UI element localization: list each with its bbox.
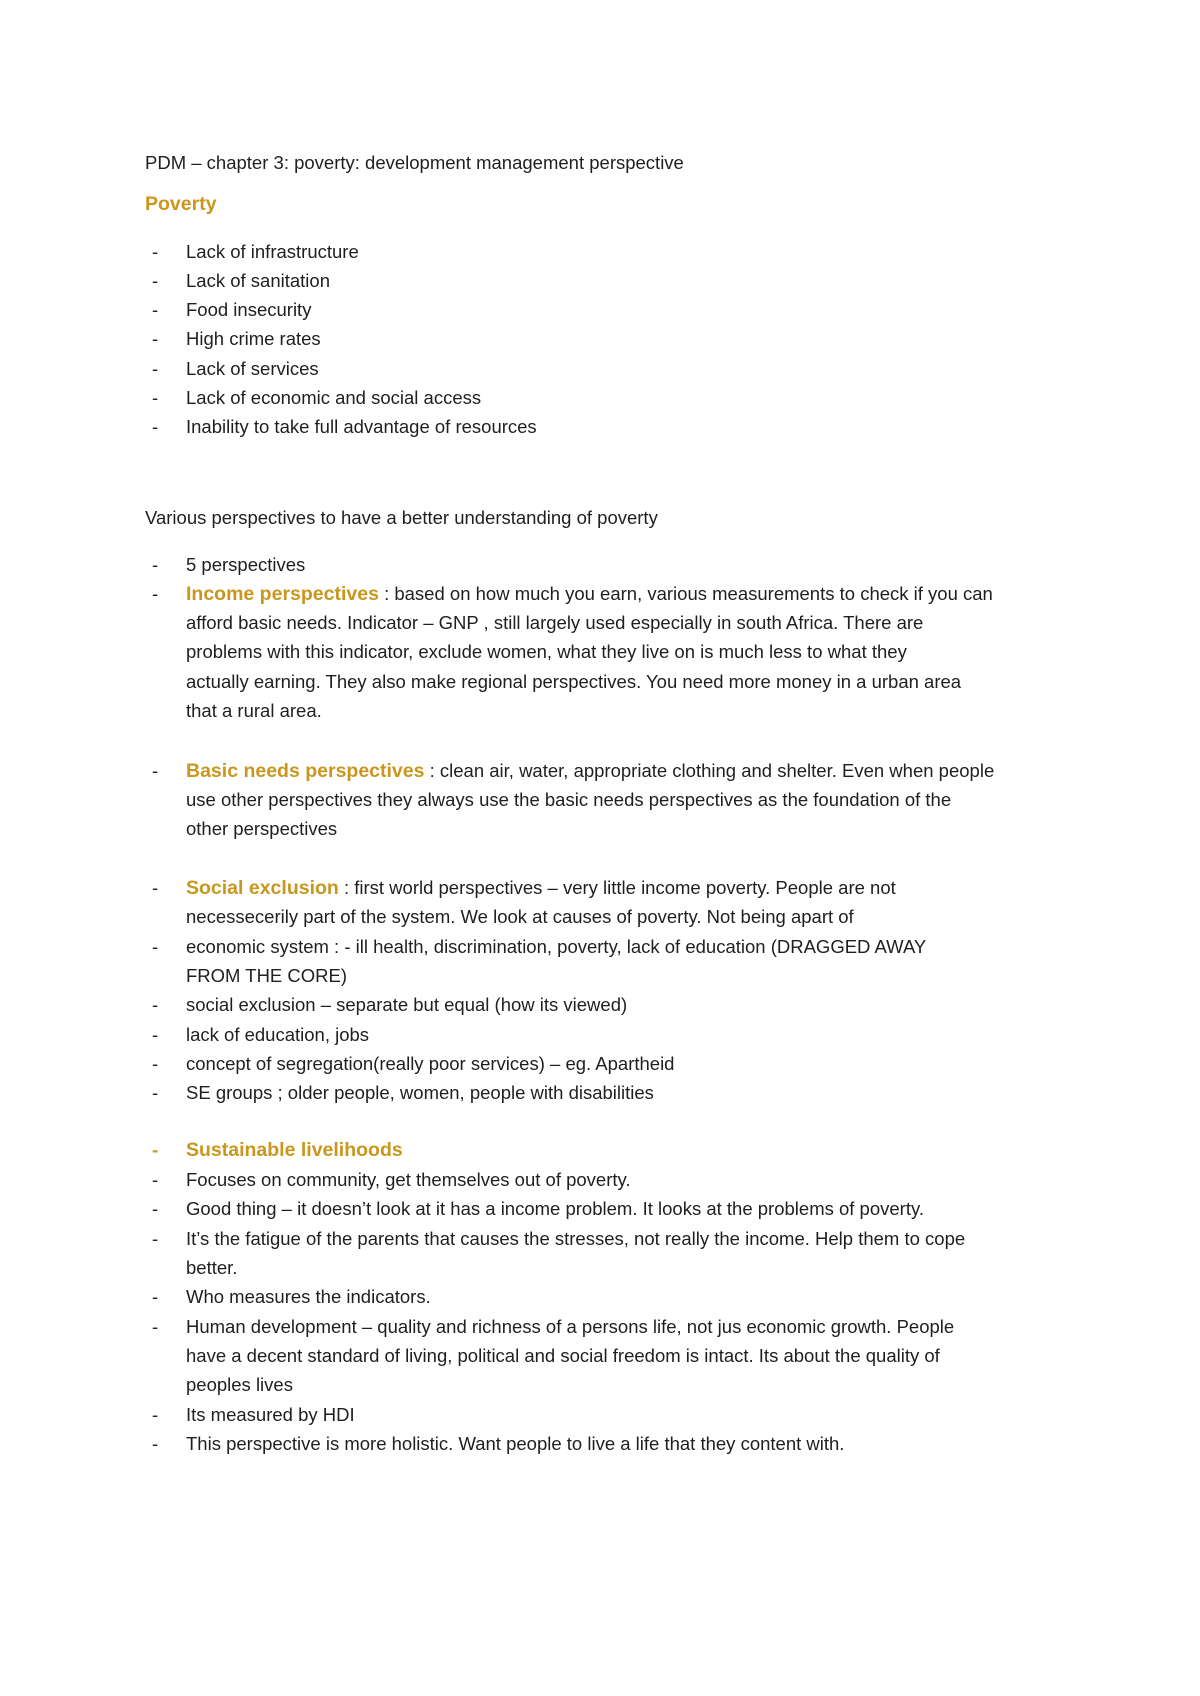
list-item: Human development – quality and richness of a persons life, not jus economic growth. People — [186, 1316, 955, 1337]
list-item: Who measures the indicators. — [186, 1286, 431, 1307]
bullet: - — [152, 416, 159, 437]
basic-needs-text: : clean air, water, appropriate clothing and shelter. Even when people — [424, 760, 995, 781]
sustainable-livelihoods-label: Sustainable livelihoods — [186, 1139, 403, 1161]
paragraph-line: FROM THE CORE) — [186, 965, 348, 986]
bullet: - — [152, 1053, 159, 1074]
list-item: Inability to take full advantage of resources — [186, 416, 537, 437]
bullet: - — [152, 554, 159, 575]
paragraph-line: use other perspectives they always use the basic needs perspectives as the foundation of the — [186, 789, 952, 810]
bullet: - — [152, 936, 159, 957]
list-item: Lack of infrastructure — [186, 241, 359, 262]
paragraph-line: necessecerily part of the system. We look at causes of poverty. Not being apart of — [186, 906, 854, 927]
bullet: - — [152, 877, 159, 898]
paragraph-line: problems with this indicator, exclude women, what they live on is much less to what they — [186, 641, 907, 662]
paragraph-line: peoples lives — [186, 1374, 293, 1395]
perspectives-intro: Various perspectives to have a better understanding of poverty — [145, 507, 658, 528]
list-item: Good thing – it doesn’t look at it has a income problem. It looks at the problems of poverty. — [186, 1198, 924, 1219]
list-item: Focuses on community, get themselves out of poverty. — [186, 1169, 631, 1190]
document-title: PDM – chapter 3: poverty: development management perspective — [145, 152, 684, 173]
list-item: social exclusion – separate but equal (how its viewed) — [186, 994, 628, 1015]
paragraph-line: have a decent standard of living, political and social freedom is intact. Its about the quality of — [186, 1345, 940, 1366]
basic-needs-label: Basic needs perspectives — [186, 760, 425, 782]
social-exclusion-text: : first world perspectives – very little income poverty. People are not — [338, 877, 896, 898]
basic-needs-item — [186, 759, 994, 783]
social-exclusion-label: Social exclusion — [186, 877, 339, 899]
list-item: Lack of sanitation — [186, 270, 330, 291]
paragraph-line: other perspectives — [186, 818, 338, 839]
bullet: - — [152, 1228, 159, 1249]
income-perspectives-item — [186, 582, 993, 606]
paragraph-line: that a rural area. — [186, 700, 322, 721]
paragraph-line: afford basic needs. Indicator – GNP , still largely used especially in south Africa. There are — [186, 612, 924, 633]
bullet: - — [152, 994, 159, 1015]
bullet: - — [152, 328, 159, 349]
list-item: This perspective is more holistic. Want people to live a life that they content with. — [186, 1433, 845, 1454]
bullet: - — [152, 1198, 159, 1219]
bullet: - — [152, 1286, 159, 1307]
heading-poverty: Poverty — [145, 193, 217, 215]
list-item: concept of segregation(really poor services) – eg. Apartheid — [186, 1053, 675, 1074]
list-item: 5 perspectives — [186, 554, 306, 575]
list-item: It’s the fatigue of the parents that causes the stresses, not really the income. Help them to cope — [186, 1228, 966, 1249]
bullet: - — [152, 760, 159, 781]
bullet: - — [152, 387, 159, 408]
paragraph-line: actually earning. They also make regional perspectives. You need more money in a urban area — [186, 671, 962, 692]
list-item: economic system : - ill health, discrimination, poverty, lack of education (DRAGGED AWAY — [186, 936, 927, 957]
bullet: - — [152, 1082, 159, 1103]
bullet: - — [152, 1169, 159, 1190]
list-item: Its measured by HDI — [186, 1404, 355, 1425]
bullet: - — [152, 583, 159, 604]
bullet: - — [152, 1316, 159, 1337]
list-item: High crime rates — [186, 328, 321, 349]
list-item: Food insecurity — [186, 299, 312, 320]
bullet: - — [152, 241, 159, 262]
list-item: Lack of services — [186, 358, 319, 379]
bullet: - — [152, 1139, 159, 1160]
list-item: SE groups ; older people, women, people with disabilities — [186, 1082, 654, 1103]
bullet: - — [152, 270, 159, 291]
bullet: - — [152, 358, 159, 379]
bullet: - — [152, 299, 159, 320]
list-item: lack of education, jobs — [186, 1024, 370, 1045]
income-perspectives-label: Income perspectives — [186, 583, 379, 605]
social-exclusion-item — [186, 876, 896, 900]
bullet: - — [152, 1433, 159, 1454]
list-item: Lack of economic and social access — [186, 387, 482, 408]
income-text: : based on how much you earn, various measurements to check if you can — [378, 583, 993, 604]
bullet: - — [152, 1024, 159, 1045]
paragraph-line: better. — [186, 1257, 238, 1278]
bullet: - — [152, 1404, 159, 1425]
